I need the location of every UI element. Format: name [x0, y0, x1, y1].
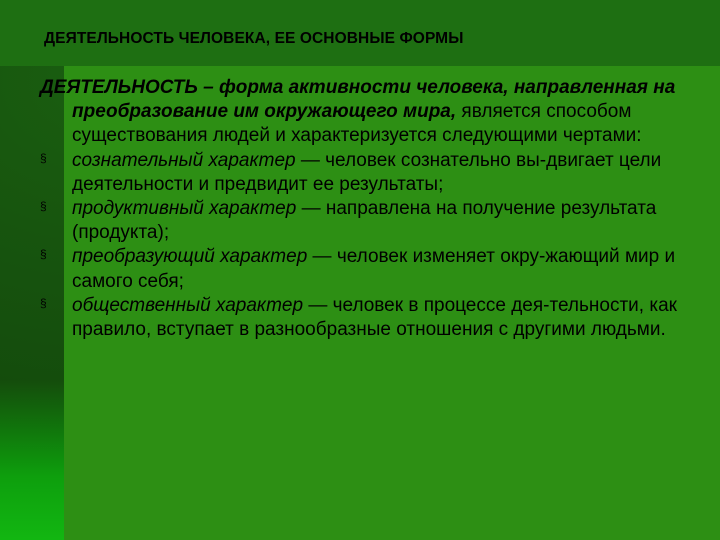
section-sign-bullet-icon — [40, 297, 50, 307]
slide-title: ДЕЯТЕЛЬНОСТЬ ЧЕЛОВЕКА, ЕЕ ОСНОВНЫЕ ФОРМЫ — [44, 30, 464, 47]
definition-paragraph — [40, 76, 690, 149]
section-sign-bullet-icon — [40, 152, 50, 162]
feature-description: — направлена на получение результата (продукта); — [72, 198, 657, 244]
slide-body — [40, 76, 690, 342]
definition-term: ДЕЯТЕЛЬНОСТЬ – форма активности человека, направленная на преобразование им окружающего мира, — [40, 77, 676, 123]
feature-name: общественный характер — [72, 294, 304, 316]
list-item — [40, 197, 690, 245]
section-sign-bullet-icon — [40, 200, 50, 210]
definition-rest: является способом существования людей и характеризуется следующими чертами: — [72, 101, 642, 147]
list-item — [40, 245, 690, 293]
section-sign-bullet-icon — [40, 248, 50, 258]
feature-name: продуктивный характер — [72, 198, 297, 220]
list-item — [40, 149, 690, 197]
feature-description: — человек в процессе дея-тельности, как правило, вступает в разнообразные отношения с другими людьми. — [72, 294, 677, 341]
list-item — [40, 294, 690, 342]
feature-name: сознательный характер — [72, 149, 296, 171]
feature-list — [40, 149, 690, 343]
feature-description: — человек изменяет окру-жающий мир и самого себя; — [72, 246, 676, 292]
feature-name: преобразующий характер — [72, 246, 308, 268]
feature-description: — человек сознательно вы-двигает цели деятельности и предвидит ее результаты; — [72, 149, 662, 195]
